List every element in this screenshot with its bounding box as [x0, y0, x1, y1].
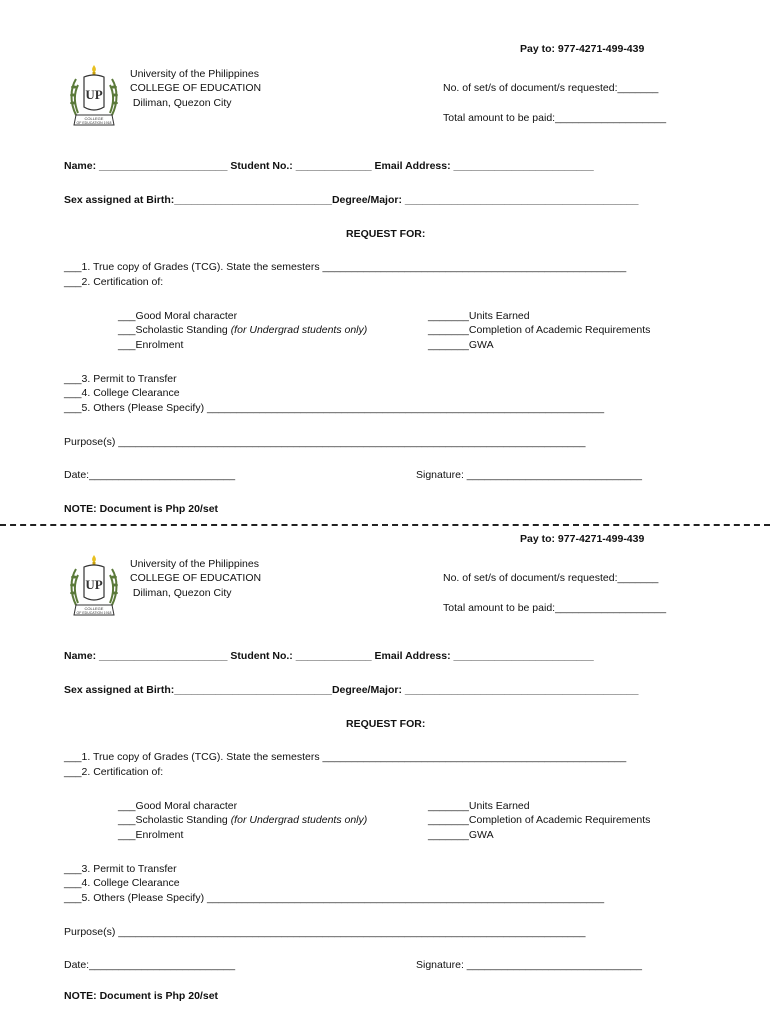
item-college-clearance[interactable]: ___4. College Clearance [64, 877, 180, 889]
svg-text:OF EDUCATION 1918: OF EDUCATION 1918 [76, 611, 112, 615]
request-heading: REQUEST FOR: [346, 718, 426, 730]
item-college-clearance[interactable]: ___4. College Clearance [64, 387, 180, 399]
request-heading: REQUEST FOR: [346, 228, 426, 240]
college-logo-icon [66, 63, 122, 129]
pay-to: Pay to: 977-4271-499-439 [520, 533, 645, 545]
cert-scholastic-standing[interactable]: ___Scholastic Standing (for Undergrad students only) [118, 324, 368, 336]
item-certification[interactable]: ___2. Certification of: [64, 766, 164, 778]
college-location: Diliman, Quezon City [130, 97, 232, 109]
college-name: COLLEGE OF EDUCATION [130, 572, 262, 584]
name-student-email-line[interactable]: Name: ______________________ Student No.: _____________ Email Address: ________________________ [64, 650, 594, 662]
cert-completion-requirements[interactable]: _______Completion of Academic Requirements [428, 324, 651, 336]
cert-gwa[interactable]: _______GWA [428, 339, 494, 351]
fee-note: NOTE: Document is Php 20/set [64, 503, 219, 515]
svg-text:COLLEGE: COLLEGE [84, 606, 104, 611]
item-permit-transfer[interactable]: ___3. Permit to Transfer [64, 863, 177, 875]
item-tcg[interactable]: ___1. True copy of Grades (TCG). State the semesters ____________________________________________________ [64, 261, 627, 273]
university-name: University of the Philippines [130, 68, 259, 80]
sex-degree-line[interactable]: Sex assigned at Birth:___________________________Degree/Major: ________________________________________ [64, 684, 639, 696]
pay-to: Pay to: 977-4271-499-439 [520, 43, 645, 55]
date-field[interactable]: Date:_________________________ [64, 469, 236, 481]
item-others[interactable]: ___5. Others (Please Specify) ____________________________________________________________________ [64, 402, 605, 414]
svg-text:OF EDUCATION 1918: OF EDUCATION 1918 [76, 121, 112, 125]
svg-text:UP: UP [85, 577, 103, 592]
total-amount-field[interactable]: Total amount to be paid:___________________ [443, 602, 667, 614]
cert-enrolment[interactable]: ___Enrolment [118, 339, 184, 351]
purpose-field[interactable]: Purpose(s) ________________________________________________________________________________ [64, 436, 586, 448]
item-certification[interactable]: ___2. Certification of: [64, 276, 164, 288]
item-others[interactable]: ___5. Others (Please Specify) ____________________________________________________________________ [64, 892, 605, 904]
cert-units-earned[interactable]: _______Units Earned [428, 800, 530, 812]
svg-text:COLLEGE: COLLEGE [84, 116, 104, 121]
item-tcg[interactable]: ___1. True copy of Grades (TCG). State the semesters ____________________________________________________ [64, 751, 627, 763]
college-name: COLLEGE OF EDUCATION [130, 82, 262, 94]
purpose-field[interactable]: Purpose(s) ________________________________________________________________________________ [64, 926, 586, 938]
cert-gwa[interactable]: _______GWA [428, 829, 494, 841]
item-permit-transfer[interactable]: ___3. Permit to Transfer [64, 373, 177, 385]
sex-degree-line[interactable]: Sex assigned at Birth:___________________________Degree/Major: ________________________________________ [64, 194, 639, 206]
name-student-email-line[interactable]: Name: ______________________ Student No.: _____________ Email Address: ________________________ [64, 160, 594, 172]
cert-completion-requirements[interactable]: _______Completion of Academic Requirements [428, 814, 651, 826]
cert-good-moral[interactable]: ___Good Moral character [118, 800, 238, 812]
cert-enrolment[interactable]: ___Enrolment [118, 829, 184, 841]
cert-good-moral[interactable]: ___Good Moral character [118, 310, 238, 322]
svg-text:UP: UP [85, 87, 103, 102]
sets-requested-field[interactable]: No. of set/s of document/s requested:_______ [443, 82, 659, 94]
fee-note: NOTE: Document is Php 20/set [64, 990, 219, 1002]
total-amount-field[interactable]: Total amount to be paid:___________________ [443, 112, 667, 124]
cert-units-earned[interactable]: _______Units Earned [428, 310, 530, 322]
college-location: Diliman, Quezon City [130, 587, 232, 599]
request-form-bottom [0, 490, 770, 1002]
date-field[interactable]: Date:_________________________ [64, 959, 236, 971]
college-logo-icon [66, 553, 122, 619]
cert-scholastic-standing[interactable]: ___Scholastic Standing (for Undergrad students only) [118, 814, 368, 826]
signature-field[interactable]: Signature: ______________________________ [416, 469, 642, 481]
signature-field[interactable]: Signature: ______________________________ [416, 959, 642, 971]
sets-requested-field[interactable]: No. of set/s of document/s requested:_______ [443, 572, 659, 584]
university-name: University of the Philippines [130, 558, 259, 570]
